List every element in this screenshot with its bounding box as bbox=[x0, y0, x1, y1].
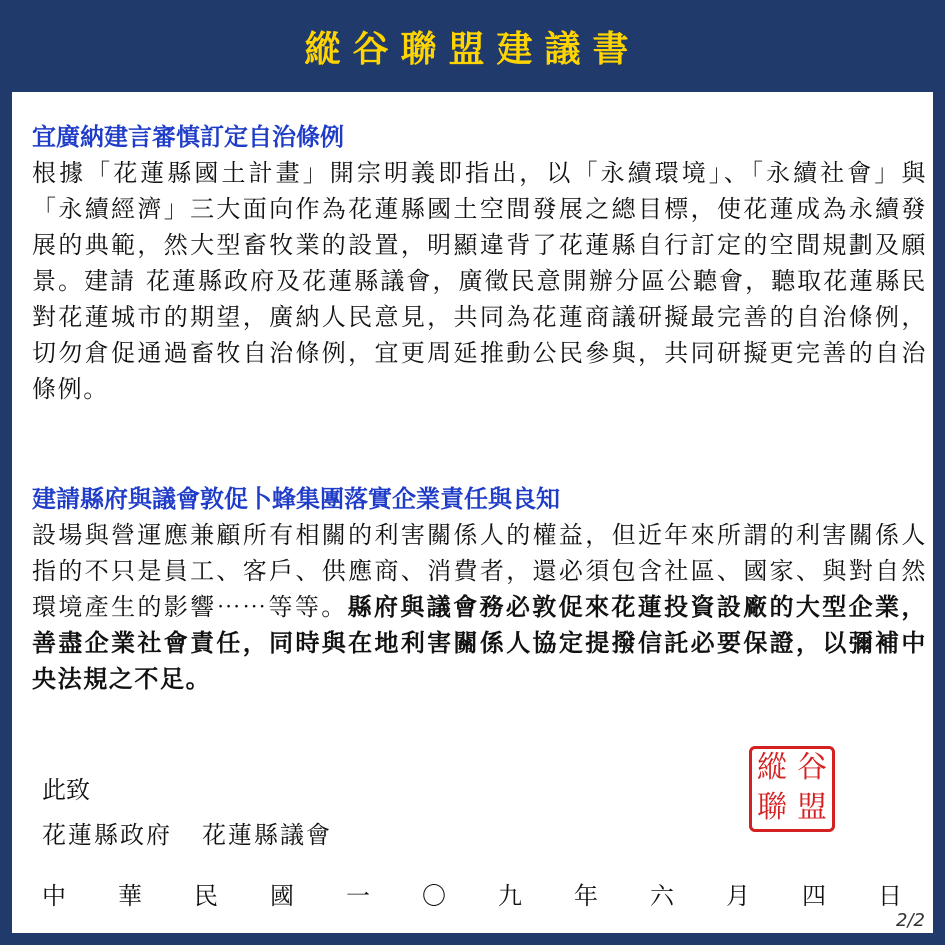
header-banner bbox=[0, 0, 945, 92]
seal-stamp bbox=[749, 746, 835, 832]
section-2-heading: 建請縣府與議會敦促卜蜂集團落實企業責任與良知 bbox=[32, 485, 560, 513]
document-title: 縱谷聯盟建議書 bbox=[304, 28, 641, 70]
salutation: 此致 bbox=[42, 776, 90, 804]
section-2-paragraph bbox=[32, 517, 927, 697]
date-char: 一 bbox=[346, 882, 370, 910]
date-char: 〇 bbox=[422, 882, 446, 910]
recipient-county-council: 花蓮縣議會 bbox=[202, 821, 332, 849]
section-2-text: 設場與營運應兼顧所有相關的利害關係人的權益，但近年來所謂的利害關係人指的不只是員工、客戶、供應商、消費者，還必須包含社區、國家、與對自然環境產生的影響⋯⋯等等。 bbox=[32, 521, 927, 621]
seal-char: 盟 bbox=[797, 790, 827, 825]
date-char: 民 bbox=[194, 882, 218, 910]
seal-char: 縱 bbox=[757, 750, 787, 785]
date-char: 中 bbox=[42, 882, 66, 910]
date-char: 國 bbox=[270, 882, 294, 910]
recipients bbox=[42, 817, 332, 853]
date-char: 六 bbox=[650, 882, 674, 910]
date-char: 華 bbox=[118, 882, 142, 910]
section-2 bbox=[32, 481, 927, 697]
section-1-paragraph: 根據「花蓮縣國土計畫」開宗明義即指出，以「永續環境」、「永續社會」與「永續經濟」三大面向作為花蓮縣國土空間發展之總目標，使花蓮成為永續發展的典範，然大型畜牧業的設置，明顯違背了花蓮縣自行訂定的空間規劃及願景。建請 花蓮縣政府及花蓮縣議會，廣徵民意開辦分區公聽會，聽取花蓮縣民對花蓮城市的期望，廣納人民意見，共同為花蓮商議研擬最完善的自治條例，切勿倉促通過畜牧自治條例，宜更周延推動公民參與，共同研擬更完善的自治條例。 bbox=[32, 159, 927, 403]
recipient-county-government: 花蓮縣政府 bbox=[42, 821, 172, 849]
date-char: 月 bbox=[726, 882, 750, 910]
date-char: 四 bbox=[802, 882, 826, 910]
seal-char: 聯 bbox=[757, 790, 787, 825]
date-char: 九 bbox=[498, 882, 522, 910]
section-2-bold-text: 縣府與議會務必敦促來花蓮投資設廠的大型企業，善盡企業社會責任，同時與在地利害關係人協定提撥信託必要保證，以彌補中央法規之不足。 bbox=[32, 593, 927, 693]
date-char: 日 bbox=[878, 882, 902, 910]
section-1 bbox=[32, 119, 927, 407]
page-number: 2/2 bbox=[896, 910, 925, 931]
section-1-heading: 宜廣納建言審慎訂定自治條例 bbox=[32, 123, 344, 151]
seal-char: 谷 bbox=[797, 750, 827, 785]
document-body bbox=[12, 92, 933, 933]
date-char: 年 bbox=[574, 882, 598, 910]
date-line bbox=[42, 876, 902, 912]
